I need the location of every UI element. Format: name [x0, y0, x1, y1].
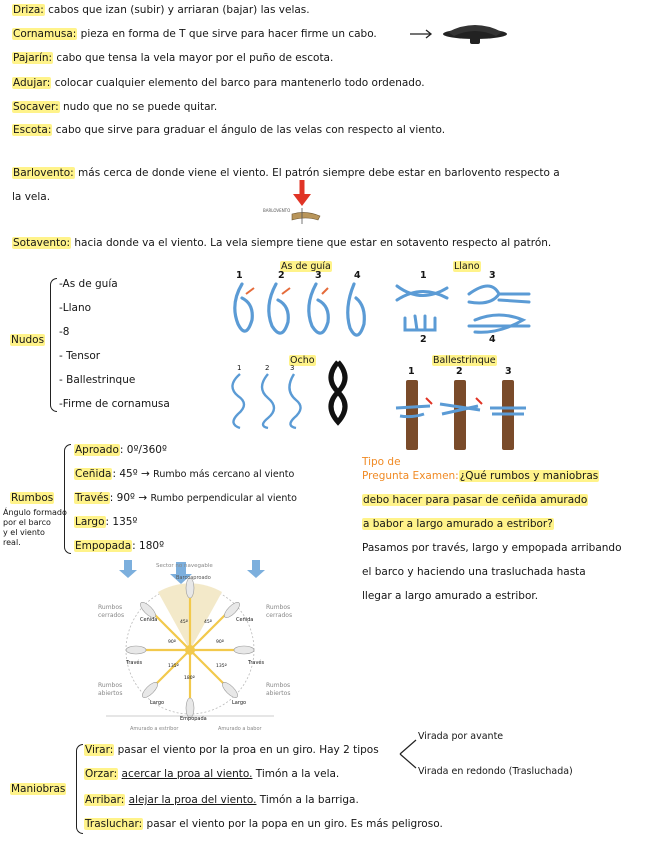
ballestrinque-figure: [396, 378, 536, 450]
step-number: 2: [420, 334, 427, 345]
step-number: 2: [265, 364, 270, 372]
nudos-title: Nudos: [11, 334, 45, 346]
diagram-traves-left: Través: [126, 660, 143, 666]
rumbos-brace: [64, 444, 71, 554]
step-number: 4: [489, 334, 496, 345]
step-number: 3: [505, 366, 512, 377]
def-text: colocar cualquier elemento del barco para mantenerlo todo ordenado.: [54, 77, 425, 89]
figure-eight-knot-icon: [322, 360, 354, 430]
rumbos-subtitle: Ángulo formado por el barco y el viento real.: [3, 508, 67, 547]
rumbo-aproado: Aproado: 0º/360º: [75, 444, 167, 456]
def-text: cabo que tensa la vela mayor por el puño de escota.: [56, 52, 334, 64]
diagram-cenida-left: Ceñida: [140, 617, 158, 623]
diagram-angle: 45º: [204, 620, 212, 625]
step-number: 4: [354, 270, 361, 281]
diagram-rumbos-abiertos-left: Rumbos abiertos: [98, 682, 123, 697]
rumbo-cenida: Ceñida: 45º → Rumbo más cercano al viento: [75, 468, 295, 480]
maniobras-title: Maniobras: [11, 783, 66, 795]
sotavento-line: [12, 236, 551, 250]
def-text: cabo que sirve para graduar el ángulo de las velas con respecto al viento.: [55, 124, 446, 136]
ballestrinque-label: Ballestrinque: [433, 355, 496, 366]
ocho-figure: [224, 372, 320, 430]
arrow-right-icon: →: [141, 468, 154, 480]
diagram-rumbos-cerrados-right: Rumbos cerrados: [266, 604, 293, 619]
nudo-item: -Llano: [59, 302, 92, 314]
diagram-angle: 45º: [180, 620, 188, 625]
step-number: 3: [290, 364, 295, 372]
maniobra-orzar: Orzar: acercar la proa al viento. Timón a la vela.: [85, 768, 340, 780]
exam-question-line: Pregunta Examen:¿Qué rumbos y maniobras: [362, 470, 599, 482]
barlovento-line2: la vela.: [12, 191, 51, 203]
diagram-largo-left: Largo: [150, 700, 165, 706]
diagram-top: Sector no navegable: [156, 563, 213, 569]
step-number: 3: [489, 270, 496, 281]
diagram-angle: 90º: [216, 640, 224, 645]
exam-label: Tipo de: [362, 456, 401, 468]
exam-answer-line: el barco y haciendo una trasluchada hasta: [362, 566, 586, 578]
diagram-traves-right: Través: [248, 660, 265, 666]
barlovento-figure: [262, 180, 342, 232]
step-number: 2: [456, 366, 463, 377]
rumbo-largo: Largo: 135º: [75, 516, 138, 528]
maniobra-trasluchar: Trasluchar: pasar el viento por la popa en un giro. Es más peligroso.: [85, 818, 443, 830]
maniobra-virar: Virar: pasar el viento por la proa en un giro. Hay 2 tipos: [85, 744, 379, 756]
maniobras-brace: [76, 744, 83, 834]
def-text: cabos que izan (subir) y arriaran (bajar) las velas.: [48, 4, 310, 16]
nudos-brace: [50, 278, 57, 412]
exam-question-line: a babor a largo amurado a estribor?: [363, 518, 553, 530]
diagram-angle: 135º: [168, 664, 179, 669]
term: Pajarín:: [13, 52, 53, 64]
barlovento-line: [12, 166, 560, 180]
nudo-item: - Tensor: [59, 350, 101, 362]
step-number: 1: [237, 364, 242, 372]
exam-answer-line: llegar a largo amurado a estribor.: [362, 590, 539, 602]
step-number: 3: [315, 270, 322, 281]
term: Barlovento:: [13, 167, 74, 179]
arrow-right-icon: →: [138, 492, 151, 504]
llano-label: Llano: [454, 261, 480, 272]
llano-figure: [395, 280, 535, 336]
diagram-amurado-estribor: Amurado a estribor: [130, 726, 179, 732]
term: Adujar:: [13, 77, 51, 89]
def-pajarin: [12, 51, 333, 65]
def-text: más cerca de donde viene el viento. El patrón siempre debe estar en barlovento respecto a: [78, 167, 560, 179]
virada-redondo: Virada en redondo (Trasluchada): [418, 766, 573, 777]
diagram-angle: 90º: [168, 640, 176, 645]
term: Escota:: [13, 124, 52, 136]
diagram-empopada: Empopada: [180, 716, 207, 722]
rumbos-diagram: [92, 558, 282, 723]
diagram-amurado-babor: Amurado a babor: [218, 726, 262, 732]
nudo-item: -8: [59, 326, 70, 338]
nudo-item: -Firme de cornamusa: [59, 398, 170, 410]
step-number: 2: [278, 270, 285, 281]
term: Sotavento:: [13, 237, 71, 249]
diagram-cenida-right: Ceñida: [236, 617, 254, 623]
virada-avante: Virada por avante: [418, 731, 504, 742]
def-text: pieza en forma de T que sirve para hacer firme un cabo.: [80, 28, 377, 40]
barlovento-figure-label: BARLOVENTO: [263, 208, 291, 213]
diagram-angle: 180º: [184, 676, 195, 681]
branch-lines: [400, 736, 420, 772]
rumbos-title: Rumbos: [11, 492, 54, 504]
as-de-guia-figure: [224, 280, 384, 352]
ocho-label: Ocho: [290, 355, 315, 366]
exam-question-line: debo hacer para pasar de ceñida amurado: [363, 494, 588, 506]
def-adujar: [12, 76, 425, 90]
as-de-guia-label: As de guía: [281, 261, 331, 272]
def-text: nudo que no se puede quitar.: [62, 101, 218, 113]
def-text: hacia donde va el viento. La vela siempre tiene que estar en sotavento respecto al patrón.: [74, 237, 552, 249]
diagram-rumbos-cerrados-left: Rumbos cerrados: [98, 604, 125, 619]
maniobra-arribar: Arribar: alejar la proa del viento. Timón a la barriga.: [85, 794, 359, 806]
rumbo-traves: Través: 90º → Rumbo perpendicular al viento: [75, 492, 297, 504]
step-number: 1: [408, 366, 415, 377]
def-driza: [12, 3, 310, 17]
diagram-angle: 135º: [216, 664, 227, 669]
term: Driza:: [13, 4, 44, 16]
def-escota: [12, 123, 445, 137]
diagram-rumbos-abiertos-right: Rumbos abiertos: [266, 682, 291, 697]
step-number: 1: [420, 270, 427, 281]
diagram-largo-right: Largo: [232, 700, 247, 706]
arrow-right-icon: [410, 29, 434, 39]
exam-answer-line: Pasamos por través, largo y empopada arribando: [362, 542, 622, 554]
def-socaver: [12, 100, 217, 114]
cleat-icon: [440, 14, 510, 50]
diagram-barcoaproado: Barcoaproado: [176, 575, 211, 581]
def-cornamusa: [12, 27, 377, 41]
nudo-item: - Ballestrinque: [59, 374, 136, 386]
term: Cornamusa:: [13, 28, 77, 40]
term: Socaver:: [13, 101, 59, 113]
nudo-item: -As de guía: [59, 278, 118, 290]
step-number: 1: [236, 270, 243, 281]
rumbo-empopada: Empopada: 180º: [75, 540, 165, 552]
